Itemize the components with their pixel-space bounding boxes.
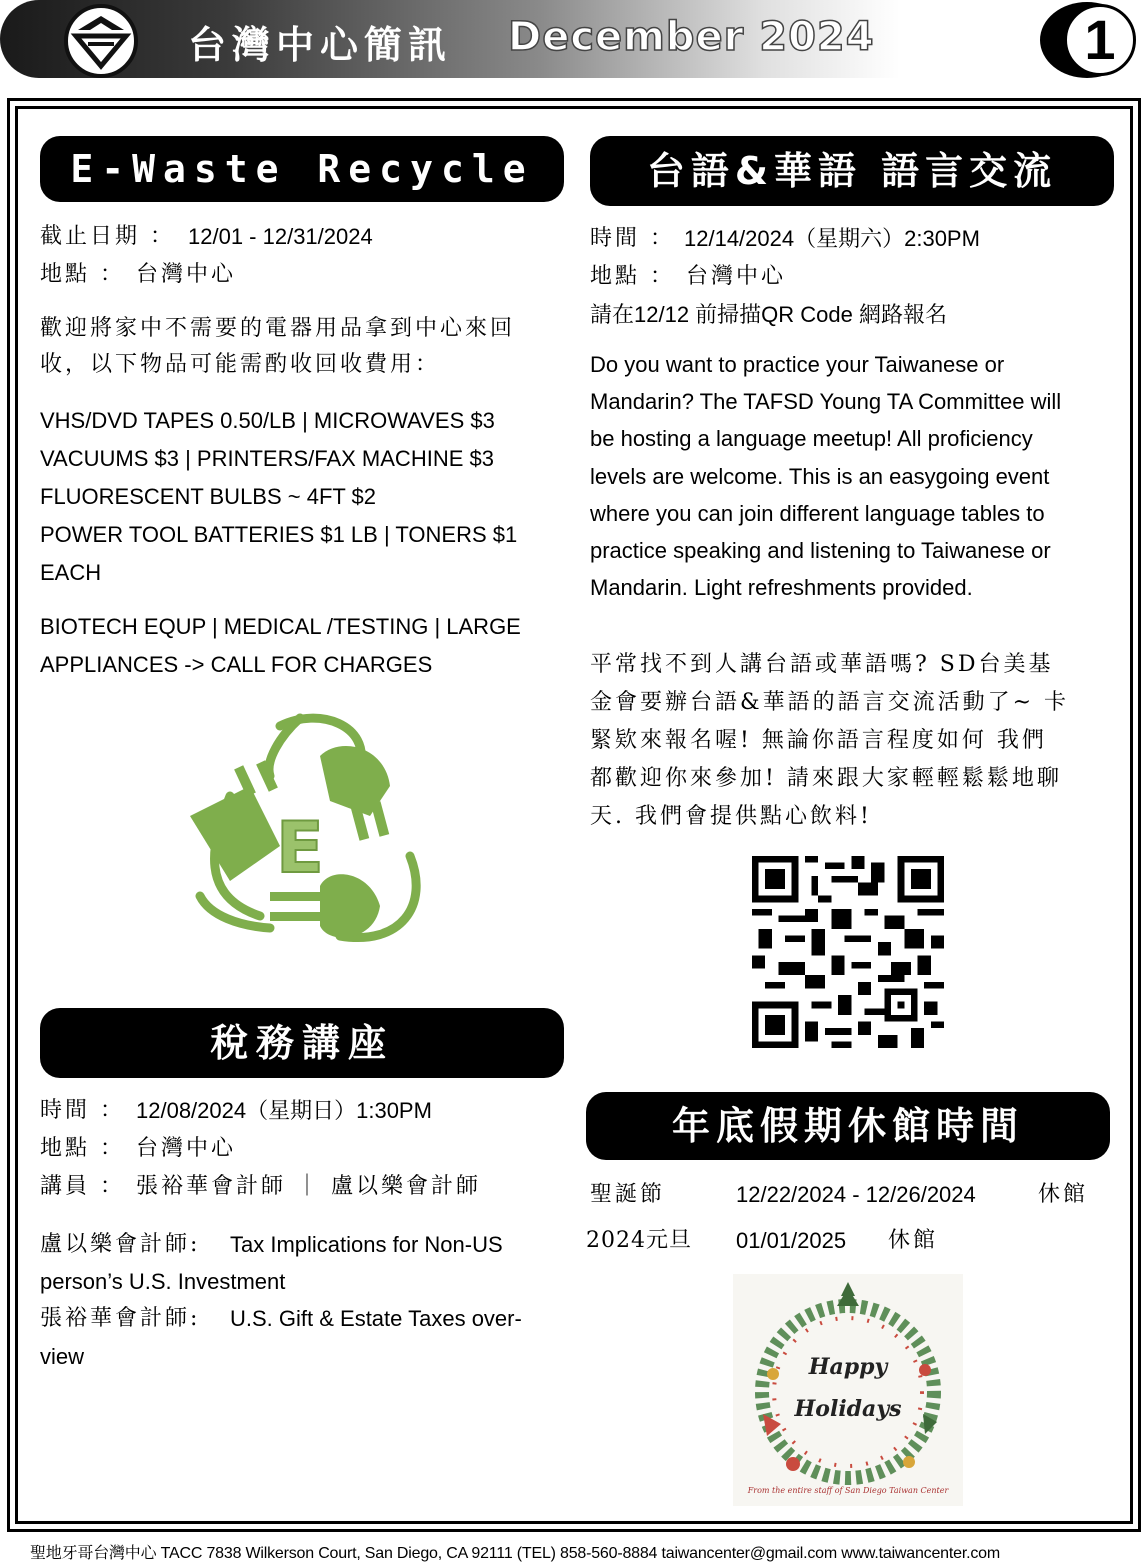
tax-location-value: 台灣中心: [136, 1136, 237, 1161]
taiwan-center-logo: [64, 4, 138, 78]
tax-speaker-value: 張裕華會計師 ｜ 盧以樂會計師: [136, 1174, 481, 1199]
ewaste-location-label: 地點 ：: [40, 262, 125, 287]
holiday-status: 休館: [888, 1228, 939, 1253]
newsletter-title: 台灣中心簡訊: [188, 23, 453, 67]
ewaste-intro-line2: 收，以下物品可能需酌收回收費用：: [40, 352, 441, 377]
tax-time-value: 12/08/2024（星期日）1:30PM: [136, 1098, 432, 1123]
ewaste-item: EACH: [40, 560, 102, 585]
holiday-name: 聖誕節: [590, 1182, 666, 1207]
registration-qr-code[interactable]: [752, 856, 944, 1048]
tax-seminar-banner: 稅務講座: [40, 1008, 564, 1078]
ewaste-logo-letter: E: [276, 807, 324, 889]
tax-talk2-title: U.S. Gift & Estate Taxes over-: [230, 1306, 522, 1331]
language-exchange-banner: 台語&華語 語言交流: [590, 136, 1114, 206]
language-english-line: Do you want to practice your Taiwanese or: [590, 352, 1005, 377]
ewaste-location-value: 台灣中心: [136, 262, 237, 287]
ewaste-call-item: APPLIANCES -> CALL FOR CHARGES: [40, 652, 433, 677]
language-english-line: Mandarin? The TAFSD Young TA Committee will: [590, 389, 1062, 414]
page-number-badge: [1040, 2, 1144, 78]
card-happy-text: Happy: [808, 1354, 888, 1380]
language-location-label: 地點 ：: [590, 264, 675, 289]
ewaste-intro-line1: 歡迎將家中不需要的電器用品拿到中心來回: [40, 316, 516, 341]
language-chinese-line: 平常找不到人講台語或華語嗎? SD台美基: [590, 652, 1054, 677]
language-chinese-line: 都歡迎你來參加! 請來跟大家輕輕鬆鬆地聊: [590, 766, 1062, 791]
card-staff-note: From the entire staff of San Diego Taiwan Center: [747, 1486, 949, 1495]
ewaste-banner: E-Waste Recycle: [40, 136, 564, 202]
language-chinese-line: 天. 我們會提供點心飲料!: [590, 804, 872, 829]
ewaste-deadline-label: 截止日期 ：: [40, 224, 175, 249]
language-english-line: where you can join different language tables to: [590, 501, 1045, 526]
holiday-closure-banner: 年底假期休館時間: [586, 1092, 1110, 1160]
tax-talk2-title-cont: view: [40, 1344, 85, 1369]
tax-time-label: 時間 ：: [40, 1098, 125, 1123]
ewaste-item: VACUUMS $3 | PRINTERS/FAX MACHINE $3: [40, 446, 494, 471]
language-chinese-line: 金會要辦台語&華語的語言交流活動了~ 卡: [590, 690, 1070, 715]
language-register-note: 請在12/12 前掃描QR Code 網路報名: [590, 302, 947, 327]
ewaste-recycle-plugs-image: [170, 706, 440, 968]
ewaste-item: VHS/DVD TAPES 0.50/LB | MICROWAVES $3: [40, 408, 495, 433]
language-time-label: 時間 ：: [590, 226, 675, 251]
page-number: 1: [1064, 4, 1136, 76]
footer-contact: [30, 1540, 1000, 1563]
holiday-status: 休館: [1038, 1182, 1089, 1207]
holiday-name: 2024元旦: [586, 1228, 692, 1253]
holiday-dates: 01/01/2025: [736, 1228, 847, 1253]
language-chinese-line: 緊欵來報名喔! 無論你語言程度如何 我們: [590, 728, 1047, 753]
tax-talk1-title: Tax Implications for Non-US: [230, 1232, 503, 1257]
ewaste-item: POWER TOOL BATTERIES $1 LB | TONERS $1: [40, 522, 518, 547]
tax-talk2-speaker: 張裕華會計師:: [40, 1306, 201, 1331]
ewaste-call-item: BIOTECH EQUP | MEDICAL /TESTING | LARGE: [40, 614, 521, 639]
language-english-line: practice speaking and listening to Taiwanese or: [590, 538, 1051, 563]
tax-speaker-label: 講員 ：: [40, 1174, 125, 1199]
card-holidays-text: Holidays: [794, 1396, 902, 1422]
happy-holidays-card: [733, 1274, 963, 1506]
tax-talk1-title-cont: person’s U.S. Investment: [40, 1269, 286, 1294]
language-time-value: 12/14/2024（星期六）2:30PM: [684, 226, 980, 251]
language-english-line: Mandarin. Light refreshments provided.: [590, 575, 973, 600]
language-location-value: 台灣中心: [686, 264, 787, 289]
ewaste-item: FLUORESCENT BULBS ~ 4FT $2: [40, 484, 377, 509]
tax-talk1-speaker: 盧以樂會計師:: [40, 1232, 201, 1257]
tax-location-label: 地點 ：: [40, 1136, 125, 1161]
newsletter-date: December 2024: [508, 14, 875, 60]
language-english-line: be hosting a language meetup! All proficiency: [590, 426, 1033, 451]
holiday-dates: 12/22/2024 - 12/26/2024: [736, 1182, 976, 1207]
language-english-line: levels are welcome. This is an easygoing event: [590, 464, 1050, 489]
footer-address: TACC 7838 Wilkerson Court, San Diego, CA 92111 (TEL) 858-560-8884 taiwancenter@gmail.com www.taiwancenter.com: [160, 1545, 1000, 1562]
footer-org-name: 聖地牙哥台灣中心: [30, 1543, 157, 1562]
ewaste-deadline-value: 12/01 - 12/31/2024: [188, 224, 373, 249]
